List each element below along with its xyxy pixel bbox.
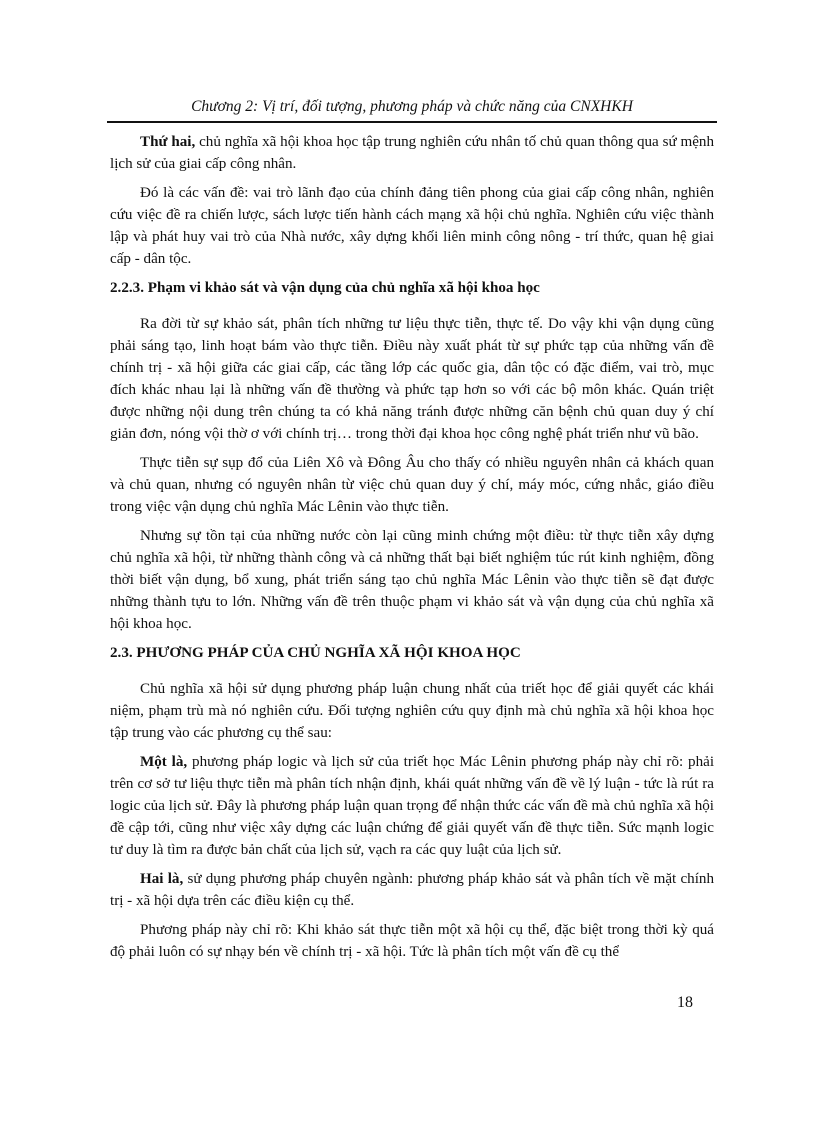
paragraph-text: sử dụng phương pháp chuyên ngành: phương pháp khảo sát và phân tích về mặt chính trị - xã hội dựa trên các điều kiện cụ thể. (110, 871, 714, 909)
paragraph: Đó là các vấn đề: vai trò lãnh đạo của chính đảng tiên phong của giai cấp công nhân, nghiên cứu việc đề ra chiến lược, sách lược tiến hành cách mạng xã hội chủ nghĩa. Nghiên cứu việc thành lập và phát huy vai trò của Nhà nước, xây dựng khối liên minh công nông - trí thức, quan hệ giai cấp - dân tộc. (110, 185, 714, 267)
running-header: Chương 2: Vị trí, đối tượng, phương pháp và chức năng của CNXHKH (191, 98, 633, 115)
paragraph: Chủ nghĩa xã hội sử dụng phương pháp luận chung nhất của triết học để giải quyết các khái niệm, phạm trù mà nó nghiên cứu. Đối tượng nghiên cứu quy định mà chủ nghĩa xã hội khoa học tập trung vào các phương cụ thể sau: (110, 681, 714, 741)
paragraph-lead: Thứ hai, (140, 134, 196, 150)
paragraph-hai-la (110, 868, 714, 912)
section-heading-2-3: 2.3. PHƯƠNG PHÁP CỦA CHỦ NGHĨA XÃ HỘI KHOA HỌC (110, 645, 521, 661)
page-content (110, 131, 714, 970)
paragraph: Phương pháp này chỉ rõ: Khi khảo sát thực tiễn một xã hội cụ thể, đặc biệt trong thời kỳ quá độ phải luôn có sự nhạy bén về chính trị - xã hội. Tức là phân tích một vấn đề cụ thể (110, 922, 714, 960)
paragraph-text: chủ nghĩa xã hội khoa học tập trung nghiên cứu nhân tố chủ quan thông qua sứ mệnh lịch sử của giai cấp công nhân. (110, 134, 714, 172)
paragraph-mot-la (110, 751, 714, 861)
paragraph: Nhưng sự tồn tại của những nước còn lại cũng minh chứng một điều: từ thực tiễn xây dựng chủ nghĩa xã hội, từ những thành công và cả những thất bại biết nghiệm túc rút kinh nghiệm, đồng thời biết vận dụng, bổ xung, phát triển sáng tạo chủ nghĩa Mác Lênin vào thực tiễn sẽ đạt được những thành tựu to lớn. Những vấn đề trên thuộc phạm vi khảo sát và vận dụng của chủ nghĩa xã hội khoa học. (110, 528, 714, 632)
section-heading-2-2-3: 2.2.3. Phạm vi khảo sát và vận dụng của chủ nghĩa xã hội khoa học (110, 280, 540, 296)
paragraph-lead: Hai là, (140, 871, 184, 887)
paragraph: Thực tiễn sự sụp đổ của Liên Xô và Đông Âu cho thấy có nhiều nguyên nhân cả khách quan và chủ quan, nhưng có nguyên nhân từ việc chủ quan duy ý chí, máy móc, cứng nhắc, giáo điều trong việc vận dụng chủ nghĩa Mác Lênin vào thực tiễn. (110, 455, 714, 515)
paragraph: Ra đời từ sự khảo sát, phân tích những tư liệu thực tiễn, thực tế. Do vậy khi vận dụng cũng phải sáng tạo, linh hoạt bám vào thực tiễn. Điều này xuất phát từ sự phức tạp của những vấn đề chính trị - xã hội giữa các giai cấp, các tầng lớp các quốc gia, dân tộc có đặc điểm, vai trò, mục đích khác nhau lại là những vấn đề thường và phức tạp hơn so với các bộ môn khác. Quán triệt được những nội dung trên chúng ta có khả năng tránh được những căn bệnh chủ quan duy ý chí giản đơn, nóng vội thờ ơ với chính trị… trong thời đại khoa học công nghệ phát triển như vũ bão. (110, 316, 714, 442)
paragraph-thu-hai (110, 131, 714, 175)
paragraph-text: phương pháp logic và lịch sử của triết học Mác Lênin phương pháp này chỉ rõ: phải trên cơ sở tư liệu thực tiễn mà phân tích nhận định, khái quát những vấn đề về lý luận - tức là rút ra logic của lịch sử. Đây là phương pháp luận quan trọng để nhận thức các vấn đề mà chủ nghĩa xã hội đề cập tới, cũng như việc xây dựng các luận chứng để giải quyết vấn đề thực tiễn. Sức mạnh logic tư duy là tìm ra được bản chất của lịch sử, vạch ra các quy luật của lịch sử. (110, 754, 715, 858)
page-number: 18 (677, 994, 693, 1011)
paragraph-lead: Một là, (140, 754, 188, 770)
header-rule (107, 121, 717, 123)
